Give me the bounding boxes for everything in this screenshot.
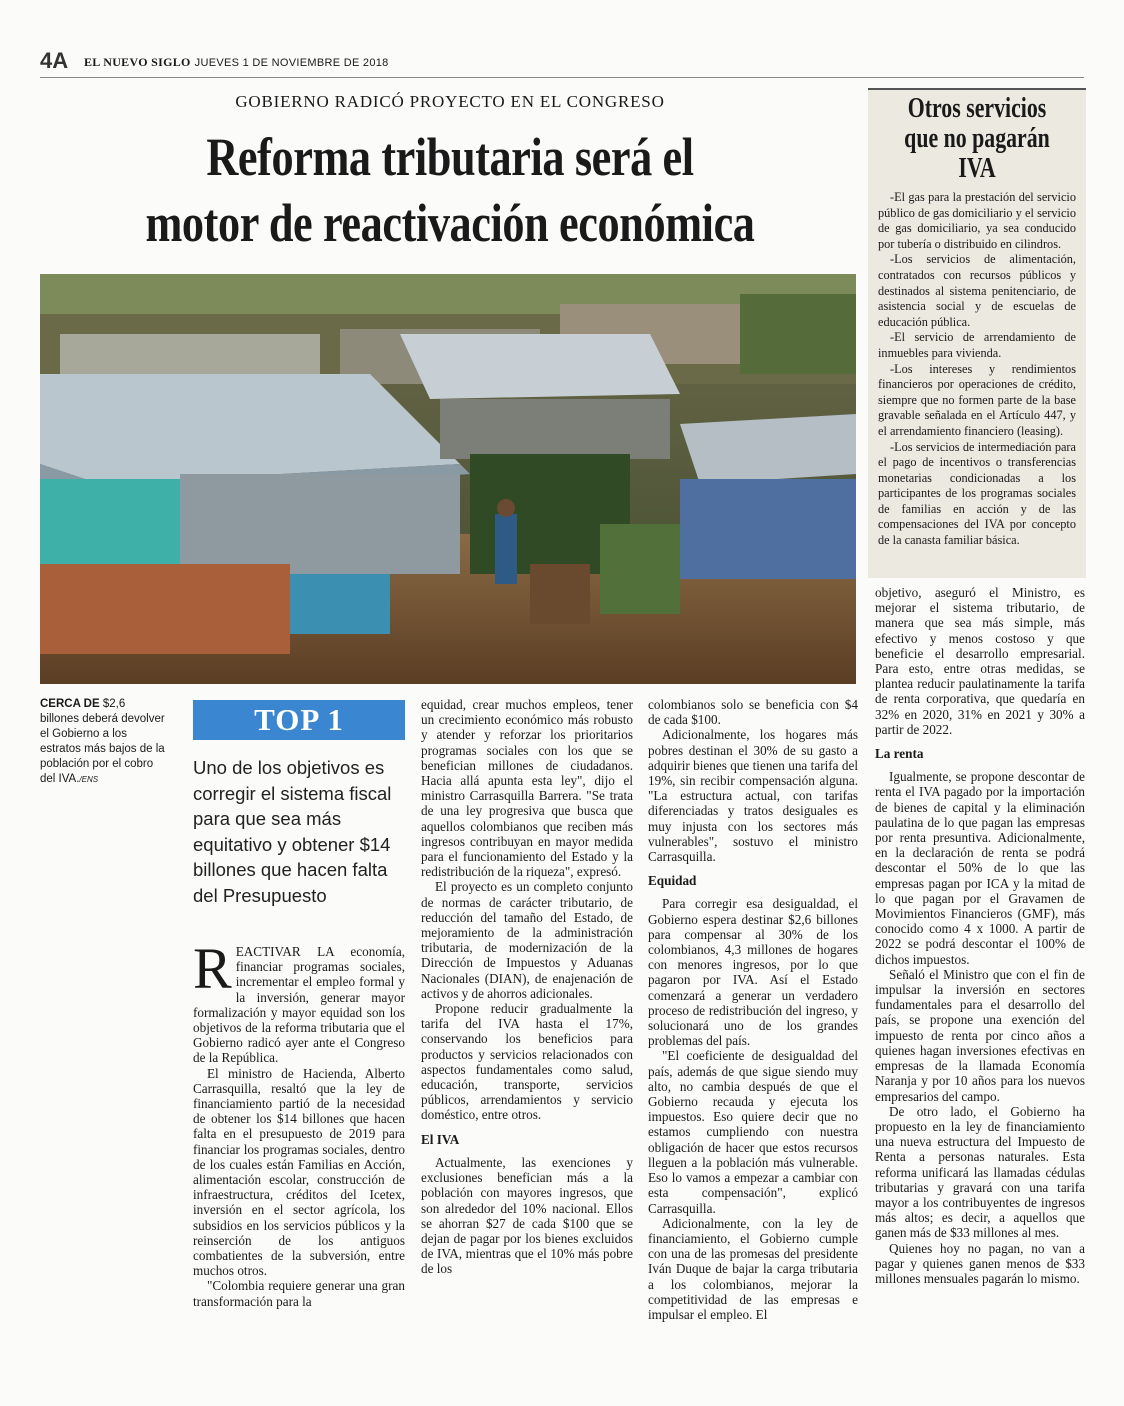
body-paragraph: Propone reducir gradualmente la tarifa del IVA hasta el 17%, conservando los beneficios para productos y servicios relacionados con aspectos fundamentales como salud, educación, transporte, servicios públicos, arrendamientos y servicio doméstico, entre otros.: [421, 1001, 633, 1123]
body-paragraph: "Colombia requiere generar una gran transformación para la: [193, 1278, 405, 1309]
drop-cap: R: [193, 936, 232, 1001]
caption-lead: CERCA DE: [40, 698, 100, 710]
body-paragraph: Adicionalmente, con la ley de financiamiento, el Gobierno cumple con una de las promesas del presidente Iván Duque de bajar la carga tributaria a los colombianos, mejorar la competitividad de las empresas e impulsar el empleo. El: [648, 1215, 858, 1322]
article-column-3: [648, 697, 858, 1322]
sidebar-item: -El gas para la prestación del servicio público de gas domiciliario y el servicio de gas domiciliario, ya sea conducido por tubería o distribuido en cilindros.: [878, 190, 1076, 251]
body-paragraph: equidad, crear muchos empleos, tener un crecimiento económico más robusto y atender y reforzar los prioritarios programas sociales con los que se benefician millones de ciudadanos. Hacia allá apunta esta ley", dijo el ministro Carrasquilla Barrera. "Se trata de una ley progresiva que busca que aquellos colombianos que reciben más ingresos contribuyan en mayor medida para el funcionamiento del Estado y la redistribución de la riqueza", expresó.: [421, 697, 633, 880]
body-paragraph: Adicionalmente, los hogares más pobres destinan el 30% de su gasto a adquirir bienes que tienen una tarifa del 19%, sin recibir compensación alguna. "La estructura actual, con tarifas diferenciadas y tratos desiguales es muy injusta con los sectores más vulnerables", sostuvo el ministro Carrasquilla.: [648, 727, 858, 865]
page-header: [40, 48, 1084, 78]
article-photo: [40, 274, 856, 684]
newspaper-name: EL NUEVO SIGLO: [84, 55, 191, 69]
pull-quote: Uno de los objetivos es corregir el sistema fiscal para que sea más equitativo y obtener $14 billones que hacen falta del Presupuesto: [193, 757, 392, 906]
shanty-town-photo: [40, 274, 856, 684]
article-column-2: [421, 697, 633, 1277]
body-paragraph: "El coeficiente de desigualdad del país, además de que sigue siendo muy alto, no cambia después de que el Gobierno recauda y ejecuta los impuestos. Eso quiere decir que no estamos cumpliendo con nuestra obligación de hacer que estos recursos lleguen a la población más vulnerable. Eso lo vamos a empezar a cambiar con esta compensación", explicó Carrasquilla.: [648, 1048, 858, 1216]
body-paragraph: El ministro de Hacienda, Alberto Carrasquilla, resaltó que la ley de financiamiento partió de la necesidad de obtener los $14 billones que hacen falta en el presupuesto de 2019 para financiar los programas sociales, dentro de los cuales están Familias en Acción, alimentación escolar, construcción de infraestructura, créditos del Icetex, inversión en el sector agrícola, los subsidios en los servicios públicos y la reinserción de los antiguos combatientes de la subversión, entre muchos otros.: [193, 1065, 405, 1279]
body-paragraph: objetivo, aseguró el Ministro, es mejorar el sistema tributario, de manera que sea más simple, más efectivo y menos costoso y que beneficie el desarrollo empresarial. Para esto, entre otras medidas, se plantea reducir paulatinamente la tarifa de renta corporativa, que quedaría en 32% en 2020, 31% en 2021 y 30% a partir de 2022.: [875, 585, 1085, 737]
caption-text: $2,6 billones deberá devolver el Gobierno a los estratos más bajos de la población por el cobro del IVA.: [40, 698, 165, 785]
body-paragraph: Para corregir esa desigualdad, el Gobierno espera destinar $2,6 billones para compensar al 30% de los colombianos, 4,3 millones de hogares con menores ingresos, por lo que pagaron por IVA. Así el Estado comenzará a generar un verdadero proceso de redistribución del ingreso, y solucionará uno de los grandes problemas del país.: [648, 896, 858, 1049]
section-subhead: La renta: [875, 746, 924, 762]
body-paragraph: Señaló el Ministro que con el fin de impulsar la inversión en sectores fundamentales para el desarrollo del país, se propone una exención del impuesto de renta por cinco años a quienes hagan inversiones efectivas en empresas de la llamada Economía Naranja y por 10 años para los nuevos empresarios del campo.: [875, 966, 1085, 1104]
body-paragraph: El proyecto es un completo conjunto de normas de carácter tributario, de reducción del tamaño del Estado, de mejoramiento de la administración tributaria, de modernización de la Dirección de Impuestos y Aduanas Nacionales (DIAN), de enajenación de activos y de ahorros adicionales.: [421, 879, 633, 1001]
sidebar-item: -Los servicios de intermediación para el pago de incentivos o transferencias monetarias condicionadas a los participantes de los programas sociales de familias en acción y de las compensaciones del IVA por concepto de la canasta familiar básica.: [878, 439, 1076, 548]
body-paragraph: Igualmente, se propone descontar de renta el IVA pagado por la importación de bienes de capital y la eliminación paulatina de lo que pagan las empresas por renta presuntiva. Adicionalmente, en la declaración de renta se podrá descontar el 50% de lo que las empresas pagan por ICA y la mitad de lo que pagan por el Gravamen de Movimientos Financieros (GMF), más conocido como 4 x 1000. A partir de 2022 se podrá descontar el 100% de dichos impuestos.: [875, 769, 1085, 967]
lead-text: economía, financiar programas sociales, incrementar el empleo formal y la inversión, generar mayor formalización y mayor equidad son los objetivos de la reforma tributaria que el Gobierno radicó ayer ante el Congreso de la República.: [193, 944, 405, 1066]
article-headline: [114, 124, 786, 256]
body-paragraph: Quienes hoy no pagan, no van a pagar y quienes ganen menos de $33 millones mensuales pagarán lo mismo.: [875, 1240, 1085, 1286]
lead-words: EACTIVAR LA: [235, 944, 334, 959]
sidebar-title: Otros servicios que no pagarán IVA: [904, 93, 1050, 184]
masthead: [84, 55, 389, 70]
body-paragraph: Actualmente, las exenciones y exclusiones benefician más a la población con mayores ingresos, que son alrededor del 10% nacional. Ellos se ahorran $27 de cada $100 que se dejan de pagar por los bienes excluidos de IVA, mientras que el 10% más pobre de los: [421, 1154, 633, 1277]
article-kicker: GOBIERNO RADICÓ PROYECTO EN EL CONGRESO: [235, 92, 665, 111]
headline-line-1: Reforma tributaria será el: [206, 127, 694, 187]
sidebar-item: -Los servicios de alimentación, contratados con recursos públicos y destinados al sistema penitenciario, de asistencia social y de escuelas de educación pública.: [878, 252, 1076, 329]
section-subhead: Equidad: [648, 873, 697, 889]
lead-paragraph: [193, 936, 405, 1066]
article-column-1: [193, 936, 405, 1309]
sidebar-item: -Los intereses y rendimientos financieros por operaciones de crédito, siempre que no formen parte de la base gravable señalada en el Artículo 447, y el arrendamiento financiero (leasing).: [878, 361, 1076, 438]
issue-date: JUEVES 1 DE NOVIEMBRE DE 2018: [194, 57, 389, 69]
page-number: 4A: [40, 48, 69, 73]
section-subhead: El IVA: [421, 1131, 460, 1147]
sidebar-item: -El servicio de arrendamiento de inmuebles para vivienda.: [878, 330, 1076, 360]
headline-line-2: motor de reactivación económica: [145, 193, 755, 253]
sidebar-box: [868, 88, 1086, 578]
photo-caption: [40, 697, 166, 787]
body-paragraph: colombianos solo se beneficia con $4 de cada $100.: [648, 697, 858, 728]
top-badge: TOP 1: [193, 700, 405, 740]
article-column-4: [875, 585, 1085, 1286]
body-paragraph: De otro lado, el Gobierno ha propuesto en la ley de financiamiento una nueva estructura del Impuesto de Renta a personas naturales. Esta reforma unificará las llamadas cédulas tributarias y gravará con una tarifa mayor a los contribuyentes de ingresos más altos; es decir, a aquellos que ganen más de $33 millones al mes.: [875, 1103, 1085, 1241]
photo-credit: /ENS: [79, 775, 99, 784]
